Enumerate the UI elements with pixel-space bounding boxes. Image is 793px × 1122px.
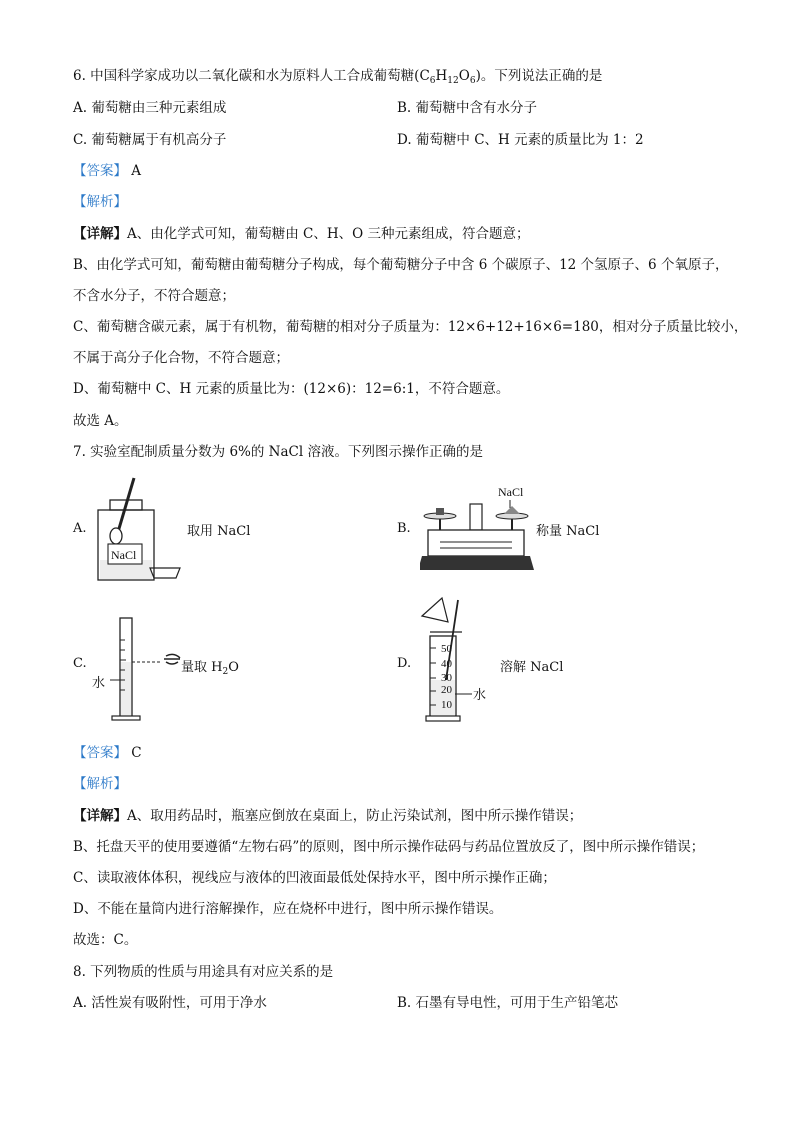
spoon-handle <box>118 478 134 532</box>
q6-detail-line-1: 【详解】A、由化学式可知，葡萄糖由 C、H、O 三种元素组成，符合题意； <box>73 226 530 242</box>
q7-answer: 【 答案 】 C <box>73 744 142 762</box>
water-label: 水 <box>92 676 106 691</box>
q6-detail-line-6: D、葡萄糖中 C、H 元素的质量比为：(12×6)：12=6:1，不符合题意。 <box>73 381 510 397</box>
q7-detail-line-1: 【详解】A、取用药品时，瓶塞应倒放在桌面上，防止污染试剂，图中所示操作错误； <box>73 808 583 824</box>
figure-c-caption: 量取 $H_2O$ <box>181 660 239 677</box>
q7-analysis <box>73 775 127 793</box>
figure-a-caption: 取用 NaCl <box>187 524 251 539</box>
answer-tag: 【 答案 】 <box>73 163 127 179</box>
figure-a-reagent-bottle <box>92 472 187 584</box>
detail-tag: 【详解】 <box>73 226 127 242</box>
q6-option-d: D. 葡萄糖中 C、H 元素的质量比为 1：2 <box>397 132 644 148</box>
figure-a-letter: A. <box>73 521 87 536</box>
q6-detail-line-5: 不属于高分子化合物，不符合题意； <box>73 350 289 366</box>
figure-b-letter: B. <box>397 521 411 536</box>
pan-label: NaCl <box>498 485 524 499</box>
pointer-column <box>470 504 482 530</box>
figure-c-letter: C. <box>73 656 87 671</box>
tick-40: 40 <box>441 658 452 670</box>
q6-conclusion: 故选 A。 <box>73 413 128 429</box>
q7-conclusion: 故选：C。 <box>73 932 138 948</box>
q7-stem: 7. 实验室配制质量分数为 6%的 NaCl 溶液。下列图示操作正确的是 <box>73 444 483 460</box>
q7-detail-line-4: D、不能在量筒内进行溶解操作，应在烧杯中进行，图中所示操作错误。 <box>73 901 503 917</box>
tick-20: 20 <box>441 684 452 696</box>
detail-tag: 【详解】 <box>73 808 127 824</box>
figure-c-cylinder <box>90 610 190 728</box>
figure-b-balance <box>420 478 536 576</box>
q6-detail-line-2: B、由化学式可知，葡萄糖由葡萄糖分子构成，每个葡萄糖分子中含 6 个碳原子、12 个氢原子、6 个氧原子， <box>73 257 729 273</box>
cylinder-base <box>112 716 140 720</box>
tick-50: 50 <box>441 643 452 655</box>
spoon-head <box>110 528 122 544</box>
q7-detail-line-3: C、读取液体体积，视线应与液体的凹液面最低处保持水平，图中所示操作正确； <box>73 870 556 886</box>
analysis-tag: 【 解析 】 <box>73 194 127 210</box>
q6-stem: 6. 中国科学家成功以二氧化碳和水为原料人工合成葡萄糖$(C_6H_{12}O_6)$。下列说法正确的是 <box>73 68 603 86</box>
salt-pile <box>504 506 520 514</box>
q8-stem: 8. 下列物质的性质与用途具有对应关系的是 <box>73 964 334 980</box>
figure-d-cylinder <box>418 594 498 728</box>
q6-analysis <box>73 193 127 211</box>
eye-icon <box>164 654 180 664</box>
q6-detail-line-4: C、葡萄糖含碳元素，属于有机物，葡萄糖的相对分子质量为：12×6+12+16×6=180，相对分子质量比较小， <box>73 319 748 335</box>
bottle-label: NaCl <box>111 548 137 562</box>
q6-detail-line-3: 不含水分子，不符合题意； <box>73 288 235 304</box>
figure-d-letter: D. <box>397 656 412 671</box>
tick-10: 10 <box>441 699 452 711</box>
balance-stand <box>420 556 534 570</box>
q8-option-a: A. 活性炭有吸附性，可用于净水 <box>73 995 267 1011</box>
q6-option-c: C. 葡萄糖属于有机高分子 <box>73 132 227 148</box>
q6-option-a: A. 葡萄糖由三种元素组成 <box>73 100 227 116</box>
answer-tag: 【 答案 】 <box>73 745 127 761</box>
q7-detail-line-2: B、托盘天平的使用要遵循“左物右码”的原则，图中所示操作砝码与药品位置放反了，图中所示操作错误； <box>73 839 705 855</box>
figure-d-caption: 溶解 NaCl <box>500 660 564 675</box>
cylinder-base <box>426 716 460 721</box>
balance-base <box>428 530 524 556</box>
q6-option-b: B. 葡萄糖中含有水分子 <box>397 100 538 116</box>
tick-30: 30 <box>441 672 452 684</box>
weight <box>436 508 444 515</box>
q8-option-b: B. 石墨有导电性，可用于生产铅笔芯 <box>397 995 619 1011</box>
water-label: 水 <box>473 688 487 703</box>
figure-b-caption: 称量 NaCl <box>536 524 600 539</box>
analysis-tag: 【 解析 】 <box>73 776 127 792</box>
q6-answer: 【 答案 】 A <box>73 162 141 180</box>
paper-funnel <box>422 598 448 622</box>
